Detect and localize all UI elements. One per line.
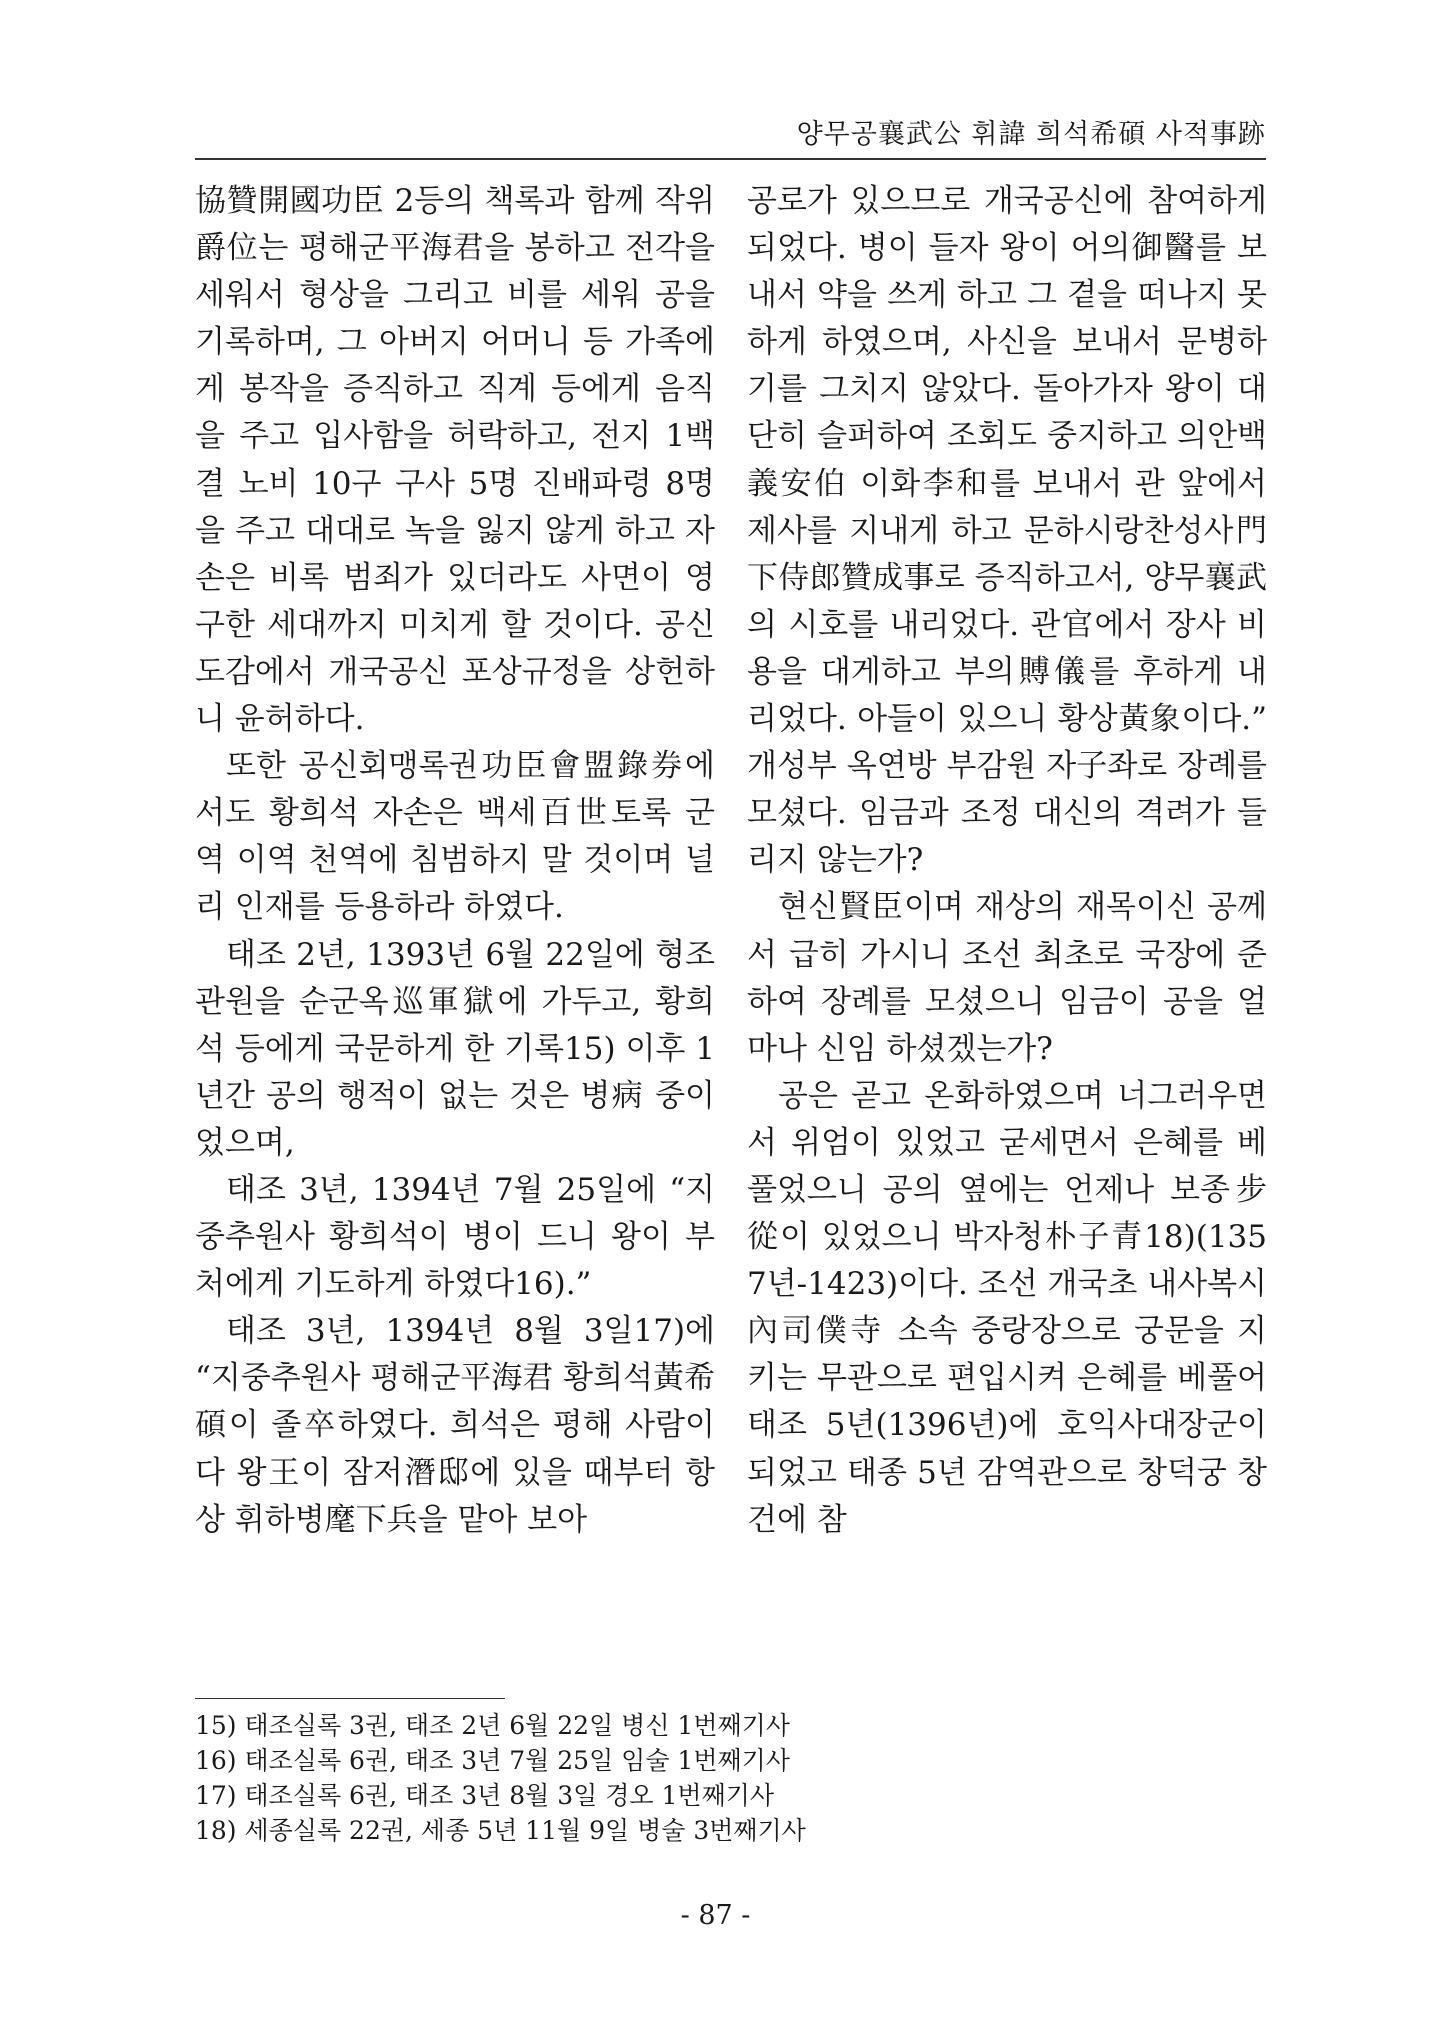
footnote: 18) 세종실록 22권, 세종 5년 11월 9일 병술 3번째기사 [195,1816,806,1845]
footnote-divider [195,1698,505,1699]
paragraph: 태조 2년, 1393년 6월 22일에 형조관원을 순군옥巡軍獄에 가두고, 황희석 등에게 국문하게 한 기록15) 이후 1년간 공의 행적이 없는 것은 병病 중이었으며, [195,936,715,1161]
paragraph: 현신賢臣이며 재상의 재목이신 공께서 급히 가시니 조선 최초로 국장에 준하여 장례를 모셨으니 임금이 공을 얼마나 신임 하셨겠는가? [747,889,1267,1067]
paragraph: 協贊開國功臣 2등의 책록과 함께 작위爵位는 평해군平海君을 봉하고 전각을 세워서 형상을 그리고 비를 세워 공을 기록하며, 그 아버지 어머니 등 가족에게 봉작을 증직하고 직계 등에게 음직을 주고 입사함을 허락하고, 전지 1백결 노비 10구 구사 5명 진배파령 8명을 주고 대대로 녹을 잃지 않게 하고 자손은 비록 범죄가 있더라도 사면이 영구한 세대까지 미치게 할 것이다. 공신도감에서 개국공신 포상규정을 상헌하니 윤허하다. [195,183,715,738]
paragraph: 공은 곧고 온화하였으며 너그러우면서 위엄이 있었고 굳세면서 은혜를 베풀었으니 공의 옆에는 언제나 보종步從이 있었으니 박자청朴子青18)(1357년-1423)이다. 조선 개국초 내사복시內司僕寺 소속 중랑장으로 궁문을 지키는 무관으로 편입시켜 은혜를 베풀어 태조 5년(1396년)에 호익사대장군이 되었고 태종 5년 감역관으로 창덕궁 창건에 참 [747,1077,1267,1538]
paragraph: 공로가 있으므로 개국공신에 참여하게 되었다. 병이 들자 왕이 어의御醫를 보내서 약을 쓰게 하고 그 곁을 떠나지 못하게 하였으며, 사신을 보내서 문병하기를 그치지 않았다. 돌아가자 왕이 대단히 슬퍼하여 조회도 중지하고 의안백義安伯 이화李和를 보내서 관 앞에서 제사를 지내게 하고 문하시랑찬성사門下侍郎贊成事로 증직하고서, 양무襄武의 시호를 내리었다. 관官에서 장사 비용을 대게하고 부의賻儀를 후하게 내리었다. 아들이 있으니 황상黃象이다.” 개성부 옥연방 부감원 자子좌로 장례를 모셨다. 임금과 조정 대신의 격려가 들리지 않는가? [747,183,1267,879]
footnote: 17) 태조실록 6권, 태조 3년 8월 3일 경오 1번째기사 [195,1781,775,1810]
running-header [195,100,1266,160]
footnote: 16) 태조실록 6권, 태조 3년 7월 25일 임술 1번째기사 [195,1746,790,1775]
footnote: 15) 태조실록 3권, 태조 2년 6월 22일 병신 1번째기사 [195,1711,790,1740]
paragraph: 태조 3년, 1394년 8월 3일17)에 “지중추원사 평해군平海君 황희석黃希碩이 졸卒하였다. 희석은 평해 사람이다 왕王이 잠저潛邸에 있을 때부터 항상 휘하병麾下兵을 맡아 보아 [195,1313,715,1538]
paragraph: 또한 공신회맹록권功臣會盟錄券에서도 황희석 자손은 백세百世토록 군역 이역 천역에 침범하지 말 것이며 널리 인재를 등용하라 하였다. [195,748,715,926]
page-number: - 87 - [680,1900,751,1931]
footnotes [195,1708,1265,1848]
right-column [747,178,1267,1544]
paragraph: 태조 3년, 1394년 7월 25일에 “지중추원사 황희석이 병이 드니 왕이 부처에게 기도하게 하였다16).” [195,1171,715,1303]
running-title: 양무공襄武公 휘諱 희석希碩 사적事跡 [796,119,1266,150]
left-column [195,178,715,1544]
